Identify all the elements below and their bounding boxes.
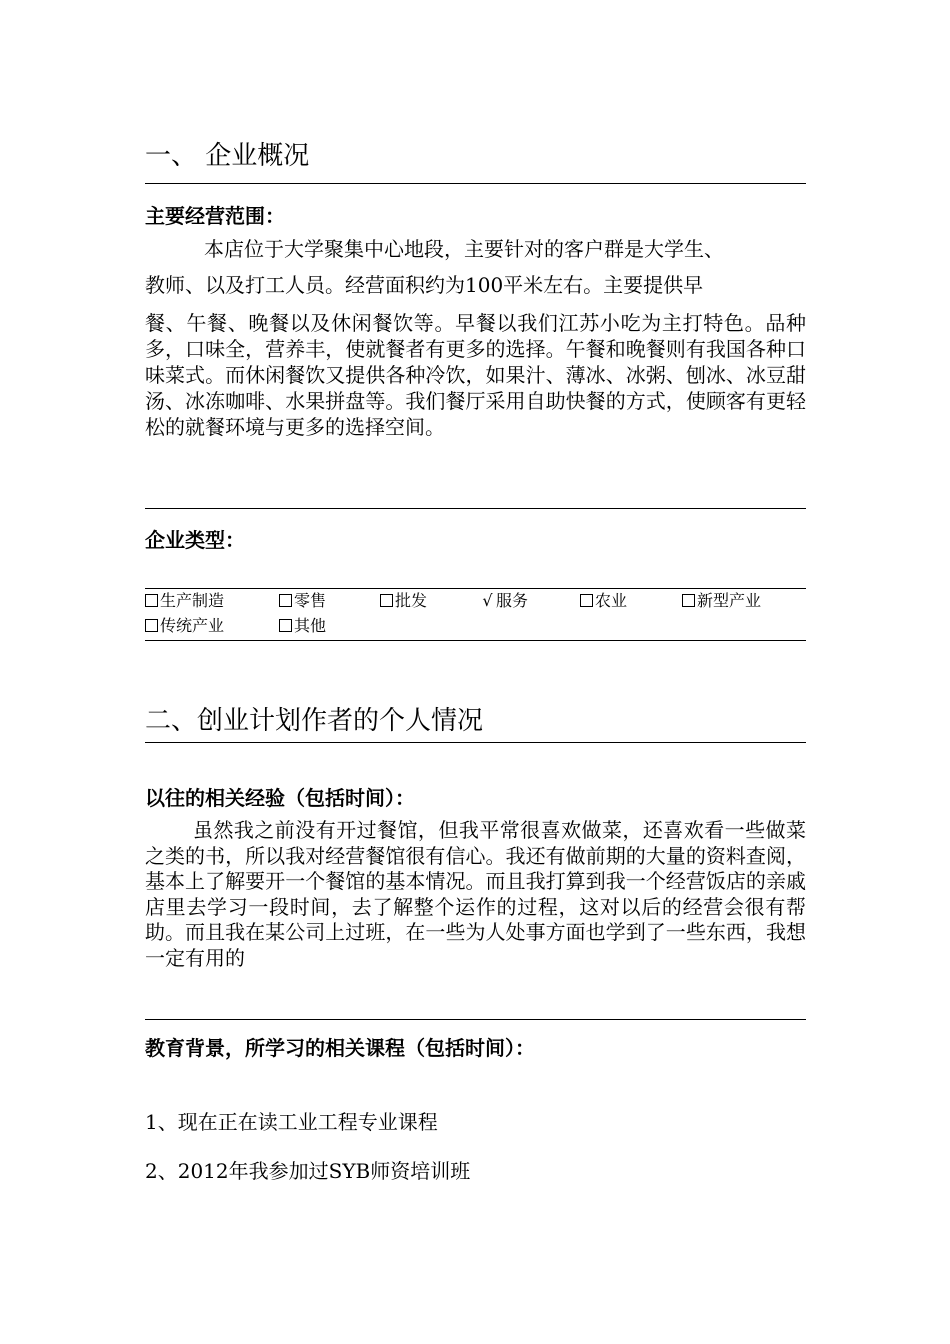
divider (145, 742, 806, 743)
type-option-retail[interactable]: 零售 (279, 590, 326, 612)
checkbox-icon (380, 594, 393, 607)
enterprise-type-label: 企业类型： (145, 528, 245, 552)
education-label: 教育背景，所学习的相关课程（包括时间）： (145, 1036, 535, 1060)
scope-text-line1: 本店位于大学聚集中心地段，主要针对的客户群是大学生、 (204, 237, 724, 261)
section-heading-overview: 一、 企业概况 (145, 141, 310, 171)
checkbox-icon (279, 594, 292, 607)
scope-label: 主要经营范围： (145, 204, 285, 228)
checkmark-icon: √ (482, 591, 493, 610)
type-option-traditional-industry[interactable]: 传统产业 (145, 615, 224, 637)
type-option-service[interactable]: √ 服务 (482, 591, 529, 610)
checkbox-icon (580, 594, 593, 607)
scope-text-body: 餐、午餐、晚餐以及休闲餐饮等。早餐以我们江苏小吃为主打特色。品种多，口味全，营养丰，使就餐者有更多的选择。午餐和晚餐则有我国各种口味菜式。而休闲餐饮又提供各种冷饮，如果汁、薄冰、冰粥、刨冰、冰豆甜汤、冰冻咖啡、水果拼盘等。我们餐厅采用自助快餐的方式，使顾客有更轻松的就餐环境与更多的选择空间。 (145, 311, 806, 439)
checkbox-icon (682, 594, 695, 607)
divider (145, 588, 806, 589)
type-option-new-industry[interactable]: 新型产业 (682, 590, 761, 612)
education-item: 2、2012年我参加过SYB师资培训班 (145, 1159, 471, 1183)
type-option-other[interactable]: 其他 (279, 615, 326, 637)
checkbox-icon (145, 594, 158, 607)
type-option-manufacturing[interactable]: 生产制造 (145, 590, 224, 612)
scope-text-line2: 教师、以及打工人员。经营面积约为100平米左右。主要提供早 (145, 273, 704, 297)
type-option-agriculture[interactable]: 农业 (580, 590, 627, 612)
experience-label: 以往的相关经验（包括时间）： (145, 786, 415, 810)
experience-text: 虽然我之前没有开过餐馆，但我平常很喜欢做菜，还喜欢看一些做菜之类的书，所以我对经营餐馆很有信心。我还有做前期的大量的资料查阅，基本上了解要开一个餐馆的基本情况。而且我打算到我一个经营饭店的亲戚店里去学习一段时间，去了解整个运作的过程，这对以后的经营会很有帮助。而且我在某公司上过班，在一些为人处事方面也学到了一些东西，我想一定有用的 (145, 818, 806, 970)
type-option-wholesale[interactable]: 批发 (380, 590, 427, 612)
section-heading-author: 二、创业计划作者的个人情况 (145, 706, 484, 736)
divider (145, 640, 806, 641)
divider (145, 508, 806, 509)
education-item: 1、现在正在读工业工程专业课程 (145, 1110, 438, 1134)
divider (145, 1019, 806, 1020)
divider (145, 183, 806, 184)
checkbox-icon (279, 619, 292, 632)
checkbox-icon (145, 619, 158, 632)
